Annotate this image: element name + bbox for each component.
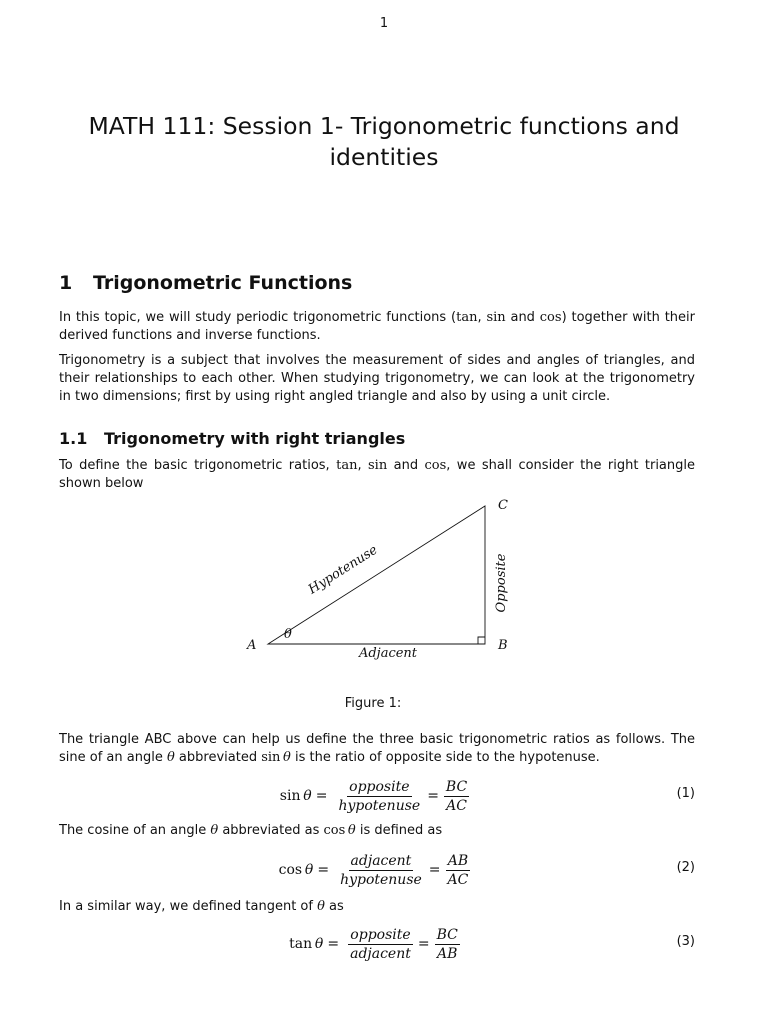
section-number: 1: [59, 272, 73, 294]
equation-expression: [59, 848, 695, 892]
text: and: [387, 458, 425, 473]
text: as: [324, 899, 344, 914]
subsection-heading: [59, 429, 405, 448]
fraction: [446, 852, 471, 889]
denominator: AC: [447, 871, 469, 888]
math-tan: tan: [336, 458, 358, 473]
text: abbreviated: [174, 750, 262, 765]
math-cos: cos: [539, 310, 562, 325]
angle-theta-label: θ: [284, 627, 292, 642]
equation-variable: θ: [303, 788, 312, 804]
figure-caption: Figure 1:: [344, 696, 402, 711]
text: ) together with their derived functions and inverse functions.: [59, 310, 695, 343]
denominator: AB: [437, 945, 458, 962]
equation-function: tan: [289, 936, 313, 952]
fraction: [444, 778, 469, 815]
section-intro-paragraph: [59, 309, 695, 345]
trigonometry-paragraph: Trigonometry is a subject that involves the measurement of sides and angles of triangles, and their relationships to each other. When studying trigonometry, we can look at the trigonometry in two dimensions; first by using right angled triangle and also by using a unit circle.: [59, 353, 695, 404]
opposite-label: Opposite: [494, 553, 509, 613]
triangle-shape: [268, 506, 485, 644]
page-number: 1: [379, 16, 389, 31]
denominator: AC: [446, 797, 467, 814]
equals-sign: =: [417, 936, 430, 952]
numerator: BC: [436, 926, 458, 943]
equation-3: [59, 922, 695, 966]
numerator: BC: [445, 778, 468, 795]
text: In this topic, we will study periodic trigonometric functions (: [59, 310, 457, 325]
subsection-title: Trigonometry with right triangles: [104, 429, 406, 448]
section-heading: [59, 272, 352, 294]
equals-sign: =: [427, 788, 439, 804]
equation-expression: [59, 922, 695, 966]
math-theta: θ: [283, 750, 291, 765]
fraction: [338, 852, 424, 889]
math-theta: θ: [347, 823, 356, 838]
text: In a similar way, we defined tangent of: [59, 899, 318, 914]
equation-2: [59, 848, 695, 892]
adjacent-label: Adjacent: [358, 646, 418, 661]
hypotenuse-label: Hypotenuse: [305, 542, 381, 598]
denominator: hypotenuse: [338, 797, 421, 814]
vertex-c-label: C: [498, 498, 508, 513]
numerator: AB: [447, 852, 469, 869]
equation-number: (2): [676, 860, 695, 875]
text: To define the basic trigonometric ratios,: [59, 458, 337, 473]
math-sin: sin: [261, 750, 281, 765]
equals-sign: =: [327, 936, 340, 952]
subsection-intro-paragraph: [59, 457, 695, 493]
text: The cosine of an angle: [59, 823, 211, 838]
section-title: Trigonometric Functions: [93, 272, 353, 294]
text: ,: [477, 310, 487, 325]
denominator: hypotenuse: [340, 871, 422, 888]
numerator: adjacent: [350, 852, 412, 869]
text: The triangle ABC above can help us define the three basic trigonometric ratios as follows. The sine of an angle: [59, 732, 695, 765]
math-tan: tan: [456, 310, 478, 325]
cosine-definition-paragraph: [59, 822, 695, 840]
math-theta: θ: [317, 899, 325, 914]
equals-sign: =: [315, 788, 328, 804]
equation-variable: θ: [314, 936, 324, 952]
subsection-number: 1.1: [59, 429, 88, 448]
right-triangle-figure: [240, 494, 530, 666]
equation-function: sin: [279, 788, 301, 804]
math-sin: sin: [486, 310, 506, 325]
math-sin: sin: [368, 458, 388, 473]
math-cos: cos: [323, 823, 346, 838]
numerator: opposite: [349, 778, 410, 795]
text: , we shall consider the right triangle shown below: [59, 458, 695, 491]
fraction: [336, 778, 422, 815]
right-angle-marker: [478, 637, 485, 644]
text: is defined as: [355, 823, 443, 838]
fraction: [435, 926, 460, 963]
equation-function: cos: [278, 862, 303, 878]
equation-expression: [59, 774, 695, 818]
equation-1: [59, 774, 695, 818]
text: abbreviated as: [218, 823, 324, 838]
math-cos: cos: [424, 458, 447, 473]
vertex-a-label: A: [247, 638, 257, 653]
vertex-b-label: B: [498, 638, 508, 653]
text: ,: [357, 458, 368, 473]
document-title: MATH 111: Session 1- Trigonometric functions and identities: [88, 112, 680, 171]
sine-definition-paragraph: [59, 731, 695, 767]
equals-sign: =: [428, 862, 441, 878]
equals-sign: =: [317, 862, 330, 878]
denominator: adjacent: [350, 945, 411, 962]
text: and: [505, 310, 540, 325]
equation-variable: θ: [304, 862, 314, 878]
math-theta: θ: [166, 750, 175, 765]
text: is the ratio of opposite side to the hypotenuse.: [290, 750, 600, 765]
tangent-definition-paragraph: [59, 898, 695, 916]
equation-number: (3): [676, 934, 695, 949]
equation-number: (1): [676, 786, 695, 801]
fraction: [348, 926, 413, 963]
math-theta: θ: [210, 823, 219, 838]
numerator: opposite: [350, 926, 411, 943]
